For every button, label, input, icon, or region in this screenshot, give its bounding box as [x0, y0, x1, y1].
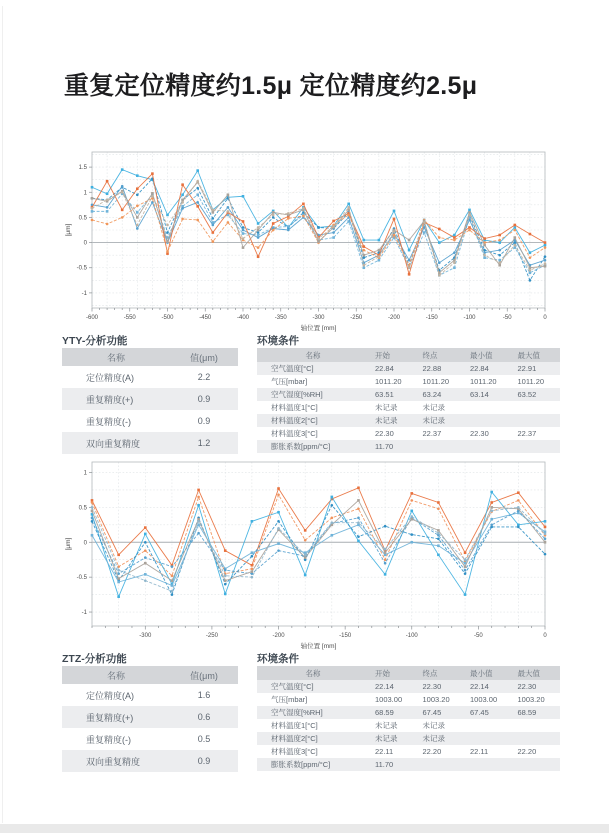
table-cell: 11.70 [370, 440, 418, 453]
table-cell: 空气温度[°C] [257, 362, 370, 375]
svg-text:1: 1 [83, 470, 87, 477]
table-row [62, 706, 238, 728]
table-cell: 1011.20 [375, 377, 402, 386]
table-cell: 0.9 [197, 416, 211, 426]
svg-text:-300: -300 [139, 633, 152, 639]
table-cell: 63.51 [370, 388, 418, 401]
svg-text:轴位置 [mm]: 轴位置 [mm] [300, 325, 337, 332]
table-row [257, 758, 560, 771]
svg-text:-1: -1 [81, 610, 87, 617]
svg-text:轴位置 [mm]: 轴位置 [mm] [300, 643, 337, 650]
table-row [257, 427, 560, 440]
header-row [257, 666, 560, 680]
table-row [62, 684, 238, 706]
table-cell: 未记录 [422, 721, 445, 730]
table-cell: 22.20 [422, 747, 442, 756]
svg-text:1: 1 [83, 190, 87, 197]
svg-text:-300: -300 [312, 315, 325, 321]
column-header: 名称 [257, 666, 370, 680]
table-cell: 68.59 [513, 706, 561, 719]
svg-text:0: 0 [543, 633, 547, 639]
table-cell: 22.11 [375, 747, 394, 756]
table-cell: 1003.20 [517, 695, 545, 704]
table-row [62, 366, 238, 388]
svg-text:-0.5: -0.5 [76, 575, 87, 582]
table-cell: 67.45 [465, 706, 513, 719]
column-header: 值(μm) [170, 666, 238, 684]
table-cell: 未记录 [375, 721, 398, 730]
table-cell [513, 719, 561, 732]
table-cell [465, 758, 513, 771]
table-cell: 22.30 [470, 429, 489, 438]
table-row [62, 388, 238, 410]
table-cell [513, 414, 561, 427]
ztz-env-table [257, 666, 560, 771]
svg-text:0.5: 0.5 [78, 505, 87, 512]
table-cell: 67.45 [418, 706, 466, 719]
column-header: 名称 [62, 666, 170, 684]
column-header: 最大值 [513, 666, 561, 680]
yty-analysis-title: YTY-分析功能 [62, 335, 128, 347]
table-cell: 1011.20 [422, 377, 450, 386]
table-cell: 未记录 [422, 403, 445, 412]
table-row [257, 375, 560, 388]
table-row [257, 414, 560, 427]
table-cell: 空气湿度[%RH] [257, 706, 370, 719]
table-cell: 材料温度2[°C] [257, 732, 370, 745]
table-cell: 1003.20 [422, 695, 450, 704]
column-header: 终点 [418, 666, 466, 680]
table-cell: 1003.00 [470, 695, 498, 704]
table-cell: 22.30 [375, 429, 394, 438]
page-bottom-edge [0, 824, 609, 833]
column-header: 名称 [62, 348, 170, 366]
table-cell: 22.11 [470, 747, 489, 756]
table-cell: 1003.00 [375, 695, 403, 704]
table-row [257, 706, 560, 719]
table-cell: 0.5 [197, 734, 211, 744]
table-cell: 22.37 [517, 429, 537, 438]
svg-text:-0.5: -0.5 [76, 265, 87, 272]
table-cell [465, 401, 513, 414]
column-header: 最大值 [513, 348, 561, 362]
table-cell: 气压[mbar] [271, 377, 308, 386]
table-cell: 1011.20 [517, 377, 545, 386]
table-cell: 22.84 [465, 362, 513, 375]
table-cell: 1.6 [197, 690, 211, 700]
table-cell: 双向重复精度 [62, 432, 170, 454]
table-cell: 气压[mbar] [271, 695, 308, 704]
table-row [62, 750, 238, 772]
page-left-edge [2, 6, 3, 823]
table-cell: 未记录 [370, 414, 418, 427]
yty-env-table [257, 348, 560, 453]
svg-text:-250: -250 [205, 633, 218, 639]
table-cell: 材料温度1[°C] [271, 403, 318, 412]
table-cell: 63.24 [418, 388, 466, 401]
table-cell: 63.14 [465, 388, 513, 401]
table-cell: 膨胀系数[ppm/°C] [257, 758, 370, 771]
svg-text:-200: -200 [387, 315, 401, 321]
table-cell: 重复精度(-) [86, 734, 131, 745]
svg-text:-250: -250 [350, 315, 363, 321]
yty-positioning-chart [62, 146, 554, 334]
svg-text:0: 0 [543, 315, 547, 321]
ztz-analysis-title: ZTZ-分析功能 [62, 653, 127, 665]
table-cell [513, 732, 561, 745]
table-cell [418, 440, 466, 453]
table-row [257, 388, 560, 401]
table-cell [513, 401, 561, 414]
svg-text:-150: -150 [425, 315, 438, 321]
table-cell: 22.20 [517, 747, 537, 756]
column-header: 开始 [370, 666, 418, 680]
table-cell: 0.6 [170, 706, 238, 728]
svg-text:0: 0 [83, 240, 87, 247]
table-row [257, 440, 560, 453]
table-cell: 材料温度3[°C] [271, 429, 318, 438]
svg-text:0.5: 0.5 [78, 215, 87, 222]
column-header: 最小值 [465, 666, 513, 680]
table-cell: 未记录 [375, 403, 398, 412]
table-cell: 22.14 [465, 680, 513, 693]
table-row [62, 728, 238, 750]
svg-text:-550: -550 [123, 315, 136, 321]
column-header: 名称 [257, 348, 370, 362]
table-cell: 22.37 [422, 429, 442, 438]
table-cell: 材料温度2[°C] [257, 414, 370, 427]
svg-text:1.5: 1.5 [78, 165, 87, 172]
table-cell: 2.2 [197, 372, 211, 382]
table-cell [513, 758, 561, 771]
table-cell: 22.30 [513, 680, 561, 693]
header-row [62, 348, 238, 366]
table-row [257, 401, 560, 414]
table-cell: 空气湿度[%RH] [257, 388, 370, 401]
svg-text:-500: -500 [161, 315, 174, 321]
table-cell: 双向重复精度 [62, 750, 170, 772]
table-row [257, 732, 560, 745]
ztz-positioning-chart [62, 456, 554, 652]
table-cell: 68.59 [370, 706, 418, 719]
svg-text:-350: -350 [274, 315, 287, 321]
yty-analysis-table [62, 348, 238, 454]
table-cell: 0.9 [170, 750, 238, 772]
svg-text:-50: -50 [474, 633, 483, 639]
table-row [62, 410, 238, 432]
svg-text:-1: -1 [81, 290, 87, 297]
table-cell: 重复精度(+) [62, 388, 170, 410]
header-row [62, 666, 238, 684]
svg-text:-400: -400 [236, 315, 250, 321]
table-cell: 未记录 [418, 414, 466, 427]
yty-env-title: 环境条件 [257, 335, 299, 347]
table-cell: 0.9 [170, 388, 238, 410]
table-cell: 材料温度3[°C] [271, 747, 318, 756]
table-cell: 重复精度(-) [86, 416, 131, 427]
table-cell: 1011.20 [470, 377, 497, 386]
table-cell [465, 440, 513, 453]
table-cell: 膨胀系数[ppm/°C] [257, 440, 370, 453]
table-cell: 1.2 [170, 432, 238, 454]
table-cell: 定位精度(A) [86, 690, 134, 701]
column-header: 值(μm) [170, 348, 238, 366]
svg-text:-100: -100 [405, 633, 418, 639]
table-cell: 22.88 [418, 362, 466, 375]
table-cell: 未记录 [370, 732, 418, 745]
table-cell: 22.30 [418, 680, 466, 693]
table-cell [465, 732, 513, 745]
ztz-env-title: 环境条件 [257, 653, 299, 665]
table-cell: 空气温度[°C] [257, 680, 370, 693]
table-row [257, 745, 560, 758]
column-header: 最小值 [465, 348, 513, 362]
column-header: 开始 [370, 348, 418, 362]
table-cell: 11.70 [370, 758, 418, 771]
table-row [257, 719, 560, 732]
table-row [257, 693, 560, 706]
table-cell: 22.84 [370, 362, 418, 375]
table-cell [465, 719, 513, 732]
table-cell [513, 440, 561, 453]
page-title: 重复定位精度约1.5μ 定位精度约2.5μ [64, 72, 478, 100]
table-cell: 22.14 [370, 680, 418, 693]
column-header: 终点 [418, 348, 466, 362]
svg-text:0: 0 [83, 540, 87, 547]
svg-text:-200: -200 [272, 633, 285, 639]
svg-text:-150: -150 [339, 633, 352, 639]
svg-text:-50: -50 [502, 315, 512, 321]
header-row [257, 348, 560, 362]
table-cell: 未记录 [418, 732, 466, 745]
table-cell: 材料温度1[°C] [271, 721, 318, 730]
svg-text:-100: -100 [463, 315, 476, 321]
table-cell [465, 414, 513, 427]
svg-text:[μm]: [μm] [65, 537, 72, 551]
table-cell: 22.91 [513, 362, 561, 375]
table-cell: 63.52 [513, 388, 561, 401]
ztz-analysis-table [62, 666, 238, 772]
table-cell [418, 758, 466, 771]
table-cell: 定位精度(A) [86, 372, 134, 383]
table-row [257, 680, 560, 693]
table-row [62, 432, 238, 454]
svg-text:[μm]: [μm] [65, 223, 72, 237]
svg-text:-450: -450 [199, 315, 212, 321]
svg-text:-600: -600 [85, 315, 99, 321]
table-row [257, 362, 560, 375]
table-cell: 重复精度(+) [62, 706, 170, 728]
